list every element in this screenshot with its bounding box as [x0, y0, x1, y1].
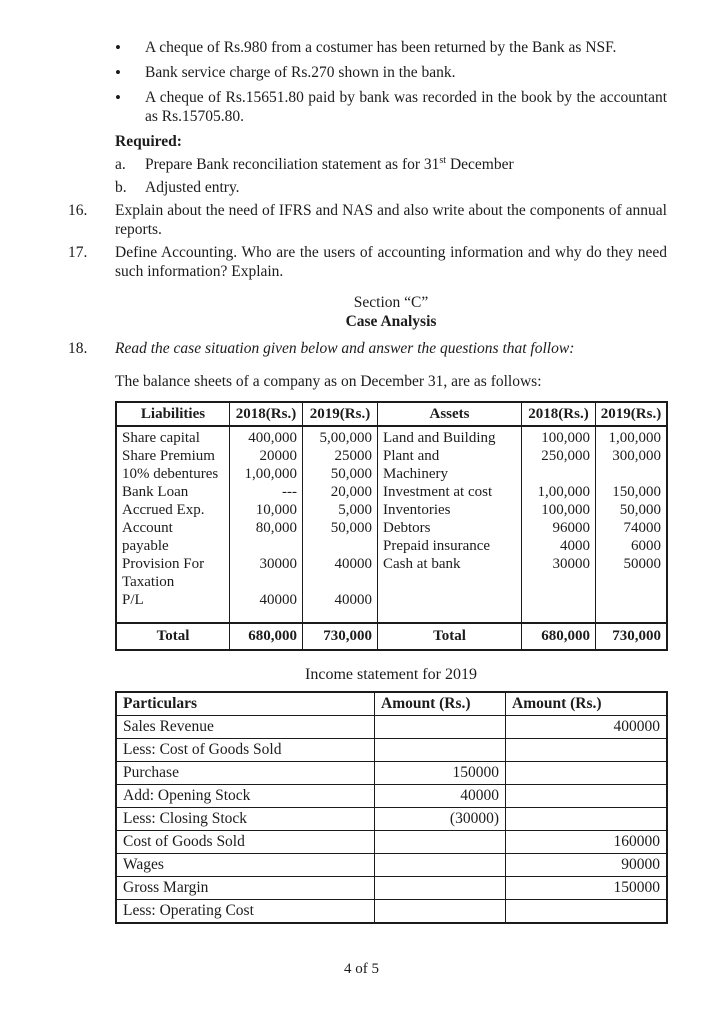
table-line: 5,00,000: [319, 430, 372, 446]
table-row: [117, 738, 666, 761]
column-header-amount-2: Amount (Rs.): [512, 695, 602, 712]
balance-sheet-header-row: [117, 403, 666, 427]
table-line: 50,000: [619, 502, 661, 518]
table-row: [117, 853, 666, 876]
table-line: 150,000: [612, 484, 661, 500]
table-line: Machinery: [383, 466, 448, 482]
income-statement-table: [115, 691, 668, 924]
particular-cell: Less: Cost of Goods Sold: [117, 738, 375, 761]
table-line: Prepaid insurance: [383, 538, 491, 554]
table-line: 50,000: [330, 466, 372, 482]
table-line: Share Premium: [122, 448, 215, 464]
column-header-2018: 2018(Rs.): [230, 403, 303, 427]
particular-cell: Wages: [117, 853, 375, 876]
total-liabilities-2018: 680,000: [230, 622, 303, 649]
income-statement-header-row: [117, 693, 666, 715]
column-header-assets: Assets: [378, 403, 522, 427]
table-line: Provision For: [122, 556, 205, 572]
amount-1-cell: [375, 876, 506, 899]
table-line: Plant and: [383, 448, 440, 464]
bullet-item-nsf-cheque: [115, 38, 667, 57]
table-line: 1,00,000: [608, 430, 661, 446]
total-assets-2019: 730,000: [596, 622, 666, 649]
table-line: 250,000: [541, 448, 590, 464]
balance-sheet-table: [115, 401, 668, 651]
question-18: [68, 339, 667, 358]
table-line: 30000: [259, 556, 297, 572]
table-line: 1,00,000: [244, 466, 297, 482]
amount-1-cell: 150000: [375, 761, 506, 784]
table-line: 10,000: [255, 502, 297, 518]
total-label: Total: [117, 622, 230, 649]
question-17-text: Define Accounting. Who are the users of accounting information and why do they need such information? Explain.: [115, 244, 667, 280]
table-line: 20000: [259, 448, 297, 464]
required-item-a-text: [145, 155, 667, 174]
table-line: 30000: [552, 556, 590, 572]
column-header-2019: 2019(Rs.): [303, 403, 378, 427]
amount-2-cell: [506, 738, 666, 761]
table-line: [235, 537, 297, 555]
bullet-dot-icon: •: [115, 38, 121, 57]
table-line: 40000: [334, 592, 372, 608]
table-line: [601, 465, 661, 483]
balance-sheet-body-row: [117, 427, 666, 622]
table-row: [117, 715, 666, 738]
table-line: 74000: [623, 520, 661, 536]
particular-cell: Purchase: [117, 761, 375, 784]
amount-2-cell: [506, 807, 666, 830]
ordinal-superscript: st: [439, 154, 447, 166]
column-header-amount-1: Amount (Rs.): [375, 693, 506, 715]
table-line: 40000: [259, 592, 297, 608]
table-line: [601, 591, 661, 609]
amount-2-cell: 90000: [506, 853, 666, 876]
table-line: [527, 465, 590, 483]
bullet-item-cheque-error: [115, 88, 667, 126]
amount-1-cell: [375, 853, 506, 876]
list-marker-a: a.: [115, 156, 126, 173]
table-row: [117, 830, 666, 853]
table-line: Land and Building: [383, 430, 496, 446]
particular-cell: Sales Revenue: [117, 715, 375, 738]
question-17: [68, 243, 667, 281]
bullet-list: [68, 38, 667, 126]
amount-1-cell: [375, 899, 506, 922]
table-line: [383, 591, 516, 609]
section-title: Section “C”: [353, 294, 429, 311]
table-line: P/L: [122, 592, 144, 608]
column-header-liabilities: Liabilities: [117, 403, 230, 427]
amount-1-cell: [375, 715, 506, 738]
question-16-text: Explain about the need of IFRS and NAS and also write about the components of annual reports.: [115, 202, 667, 238]
balance-sheet-intro: The balance sheets of a company as on December 31, are as follows:: [115, 373, 542, 390]
liability-2019-column: [303, 427, 378, 622]
table-line: Share capital: [122, 430, 200, 446]
table-line: 20,000: [330, 484, 372, 500]
text-segment: Prepare Bank reconciliation statement as for 31: [145, 156, 440, 173]
table-line: 400,000: [248, 430, 297, 446]
column-header-particulars: Particulars: [117, 693, 375, 715]
table-line: Investment at cost: [383, 484, 493, 500]
table-line: [383, 573, 516, 591]
table-line: 25000: [334, 448, 372, 464]
table-line: Taxation: [122, 574, 175, 590]
question-18-number: 18.: [68, 340, 88, 357]
table-row: [117, 899, 666, 922]
table-line: [601, 573, 661, 591]
required-heading: Required:: [115, 133, 182, 150]
question-16: [68, 201, 667, 239]
table-line: 6000: [631, 538, 661, 554]
amount-1-cell: [375, 738, 506, 761]
particular-cell: Gross Margin: [117, 876, 375, 899]
required-item-b: [115, 178, 667, 197]
amount-1-cell: [375, 830, 506, 853]
amount-2-cell: 160000: [506, 830, 666, 853]
amount-1-cell: 40000: [375, 784, 506, 807]
table-line: 10% debentures: [122, 466, 219, 482]
table-line: 4000: [560, 538, 590, 554]
question-17-number: 17.: [68, 244, 88, 261]
table-line: [235, 573, 297, 591]
table-line: 100,000: [541, 502, 590, 518]
liability-2018-column: [230, 427, 303, 622]
asset-names-column: [378, 427, 522, 622]
required-item-b-text: [145, 178, 667, 197]
table-row: [117, 807, 666, 830]
table-line: Accrued Exp.: [122, 502, 205, 518]
table-line: 40000: [334, 556, 372, 572]
amount-2-cell: 150000: [506, 876, 666, 899]
particular-cell: Less: Operating Cost: [117, 899, 375, 922]
bullet-text: Bank service charge of Rs.270 shown in the bank.: [145, 64, 456, 81]
table-line: Inventories: [383, 502, 451, 518]
table-line: 50000: [623, 556, 661, 572]
asset-2019-column: [596, 427, 666, 622]
bullet-dot-icon: •: [115, 63, 121, 82]
bullet-dot-icon: •: [115, 88, 121, 107]
text-segment: Adjusted entry.: [145, 179, 240, 196]
text-segment: December: [446, 156, 514, 173]
table-line: 50,000: [330, 520, 372, 536]
list-marker-b: b.: [115, 179, 127, 196]
table-row: [117, 876, 666, 899]
table-line: [308, 537, 372, 555]
table-line: 300,000: [612, 448, 661, 464]
amount-2-cell: [506, 784, 666, 807]
particular-cell: Add: Opening Stock: [117, 784, 375, 807]
income-statement-title: Income statement for 2019: [305, 666, 477, 683]
liability-names-column: [117, 427, 230, 622]
table-line: Debtors: [383, 520, 431, 536]
required-item-a: [115, 155, 667, 174]
table-line: Bank Loan: [122, 484, 189, 500]
table-row: [117, 784, 666, 807]
table-line: 1,00,000: [537, 484, 590, 500]
column-header-2018: 2018(Rs.): [522, 403, 596, 427]
bullet-text: A cheque of Rs.980 from a costumer has been returned by the Bank as NSF.: [145, 39, 617, 56]
table-line: [527, 573, 590, 591]
total-label: Total: [378, 622, 522, 649]
table-line: Cash at bank: [383, 556, 461, 572]
particular-cell: Less: Closing Stock: [117, 807, 375, 830]
bullet-text: A cheque of Rs.15651.80 paid by bank was recorded in the book by the accountant as Rs.15705.80.: [145, 89, 667, 125]
table-line: 96000: [552, 520, 590, 536]
amount-2-cell: 400000: [506, 715, 666, 738]
question-16-number: 16.: [68, 202, 88, 219]
question-18-text: Read the case situation given below and answer the questions that follow:: [115, 340, 575, 357]
section-subtitle: Case Analysis: [345, 313, 437, 330]
amount-1-cell: (30000): [375, 807, 506, 830]
table-line: [308, 573, 372, 591]
particular-cell: Cost of Goods Sold: [117, 830, 375, 853]
column-header-2019: 2019(Rs.): [596, 403, 666, 427]
table-line: 80,000: [255, 520, 297, 536]
page-number: 4 of 5: [344, 961, 379, 977]
total-assets-2018: 680,000: [522, 622, 596, 649]
table-line: Account: [122, 520, 173, 536]
table-line: ---: [282, 484, 297, 500]
table-line: [527, 591, 590, 609]
amount-2-cell: [506, 899, 666, 922]
total-liabilities-2019: 730,000: [303, 622, 378, 649]
table-row: [117, 761, 666, 784]
balance-sheet-total-row: [117, 622, 666, 649]
bullet-item-service-charge: [115, 63, 667, 82]
table-line: 100,000: [541, 430, 590, 446]
asset-2018-column: [522, 427, 596, 622]
amount-2-cell: [506, 761, 666, 784]
table-line: payable: [122, 538, 169, 554]
table-line: 5,000: [338, 502, 372, 518]
